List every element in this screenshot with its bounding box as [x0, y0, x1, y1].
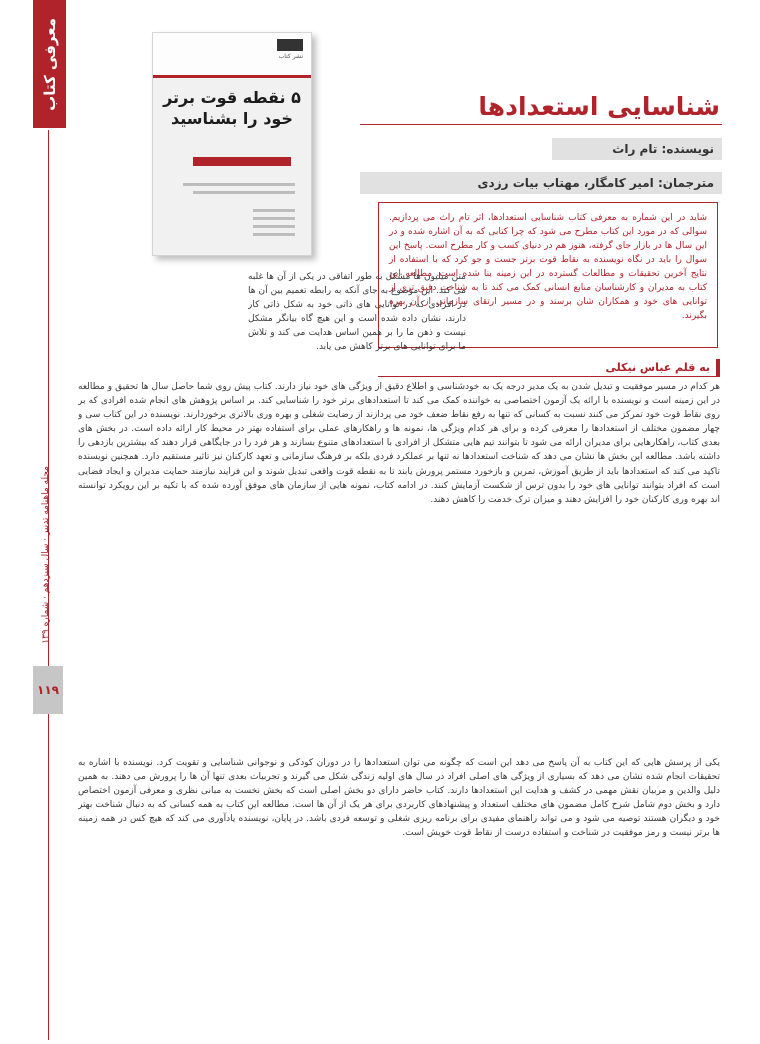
article-title: شناسایی استعدادها [478, 92, 720, 121]
page-number: ۱۱۹ [33, 666, 63, 714]
book-cover-header [153, 33, 311, 78]
magazine-text: مجله ماهنامه تدبیر · سال سیزدهم · شماره ۱۳۹ [41, 466, 51, 644]
book-publisher: نشر کتاب [278, 53, 303, 60]
magazine-running-text [34, 440, 58, 670]
body-text-main: هر کدام در مسیر موفقیت و تبدیل شدن به یک مدیر درجه یک به خودشناسی و اطلاع دقیق از ویژگی های خود نیاز دارند. کتاب پیش روی شما حاصل سال ها تحقیق و مطالعه در این زمینه است و نویسنده با ارائه یک آزمون اختصاصی به خواننده کمک می کند تا استعدادهای برتر خود را شناسایی کند. بر اساس پژوهش های انجام شده افرادی که بر روی نقاط قوت خود تمرکز می کنند نسبت به کسانی که تنها به رفع نقاط ضعف خود می پردازند از رضایت شغلی و بهره وری بالاتری برخوردارند. نویسنده در این کتاب سی و چهار مضمون مختلف از استعدادها را معرفی کرده و برای هر کدام ویژگی ها، نمونه ها و راهکارهای عملی برای استفاده بهتر در محیط کار ارائه داده است. در بخش های بعدی کتاب، راهکارهایی برای مدیران ارائه می شود تا بتوانند تیم هایی متشکل از افرادی با استعدادهای متنوع بسازند و هر فرد را در جایگاهی قرار دهند که بیشترین بازدهی را داشته باشد. مطالعه این بخش ها نشان می دهد که شناخت استعدادها نه تنها بر عملکرد فردی بلکه بر فرهنگ سازمانی و تعهد کارکنان نیز تاثیر مستقیم دارد. همچنین نویسنده تاکید می کند که استعدادها باید از طریق آموزش، تمرین و بازخورد مستمر پرورش یابند تا به نقطه قوت واقعی تبدیل شوند و این فرایند نیازمند حمایت مدیران و ایجاد فضایی است که افراد بتوانند توانایی های خود را بدون ترس از شکست آزمایش کنند. در ادامه کتاب، نمونه هایی از سازمان های موفق آورده شده که با تکیه بر این رویکرد توانسته اند بهره وری کارکنان خود را افزایش دهند و میزان ترک خدمت را کاهش دهند. [78, 382, 720, 505]
book-text-line [253, 209, 295, 212]
body-text-lower: یکی از پرسش هایی که این کتاب به آن پاسخ می دهد این است که چگونه می توان استعدادها را در دوران کودکی و نوجوانی شناسایی و تقویت کرد. نویسنده با اشاره به تحقیقات انجام شده نشان می دهد که بسیاری از ویژگی های اصلی افراد در سال های اولیه زندگی شکل می گیرند و تجربیات بعدی تنها آن ها را پرورش می دهند. به همین دلیل والدین و مربیان نقش مهمی در کشف و هدایت این استعدادها دارند. کتاب حاضر دارای دو بخش اصلی است که بخش نخست به مبانی نظری و معرفی آزمون اختصاص دارد و بخش دوم شامل شرح کامل مضمون های مختلف استعداد و پیشنهادهای کاربردی برای هر یک از آن ها است. مطالعه این کتاب به همه کسانی که به دنبال شناخت بهتر خود و دیگران هستند توصیه می شود و می تواند راهنمای مفیدی برای برنامه ریزی شغلی و توسعه فردی باشد. در پایان، نویسنده یادآوری می کند که هیچ کس در همه زمینه ها برتر نیست و رمز موفقیت در شناخت و استفاده درست از نقاط قوت خویش است. [78, 758, 720, 839]
section-tab [33, 0, 66, 128]
book-subtitle-band [193, 157, 291, 166]
book-cover [148, 28, 318, 260]
body-text-top: متن میلیون ها مشکل به طور اتفاقی در یکی از آن ها غلبه می کند. این موضوع به جای آنکه به رابطه تعمیم بین آن ها در افرادی که در توانایی های ذاتی خود به شکل ذاتی کار دارند، نشان داده شده است و این هیچ گاه بیانگر مشکل نیست و ذهن ما را بر همین اساس هدایت می کند و تلاش ما برای توانایی های برتر کاهش می یابد. [248, 272, 466, 353]
book-text-line [253, 225, 295, 228]
book-cover-face [152, 32, 312, 256]
book-text-line [253, 233, 295, 236]
reviewer-heading: به قلم عباس نیکلی [592, 359, 720, 377]
publisher-logo-icon [277, 39, 303, 51]
title-rule [360, 124, 722, 125]
book-text-line [253, 217, 295, 220]
book-text-line [183, 183, 295, 186]
section-label: معرفی کتاب [40, 17, 59, 111]
translator-credit: مترجمان: امیر کامگار، مهتاب بیات رزدی [360, 172, 722, 194]
book-title: ۵ نقطه قوت برتر خود را بشناسید [163, 88, 301, 128]
book-text-line [193, 191, 295, 194]
intro-box: شاید در این شماره به معرفی کتاب شناسایی استعدادها، اثر تام راث می پردازیم. سوالی که در مورد این کتاب مطرح می شود که چرا کتابی که به آن اشاره شده و در این سال ها در بازار جای گرفته، هنوز هم در دنیای کسب و کار مطرح است. پاسخ این سوال را باید در نگاه نویسنده به نقاط قوت برتر جست و جو کرد که با استفاده از نتایج آخرین تحقیقات و مطالعات گسترده در این زمینه بنا شده است. مطالعه این کتاب به مدیران و کارشناسان منابع انسانی کمک می کند تا به شناخت دقیق تری از توانایی های خود و همکاران شان برسند و در مسیر ارتقای سازمانی از آن بهره بگیرند. [378, 202, 718, 348]
author-credit: نویسنده: تام راث [552, 138, 722, 160]
